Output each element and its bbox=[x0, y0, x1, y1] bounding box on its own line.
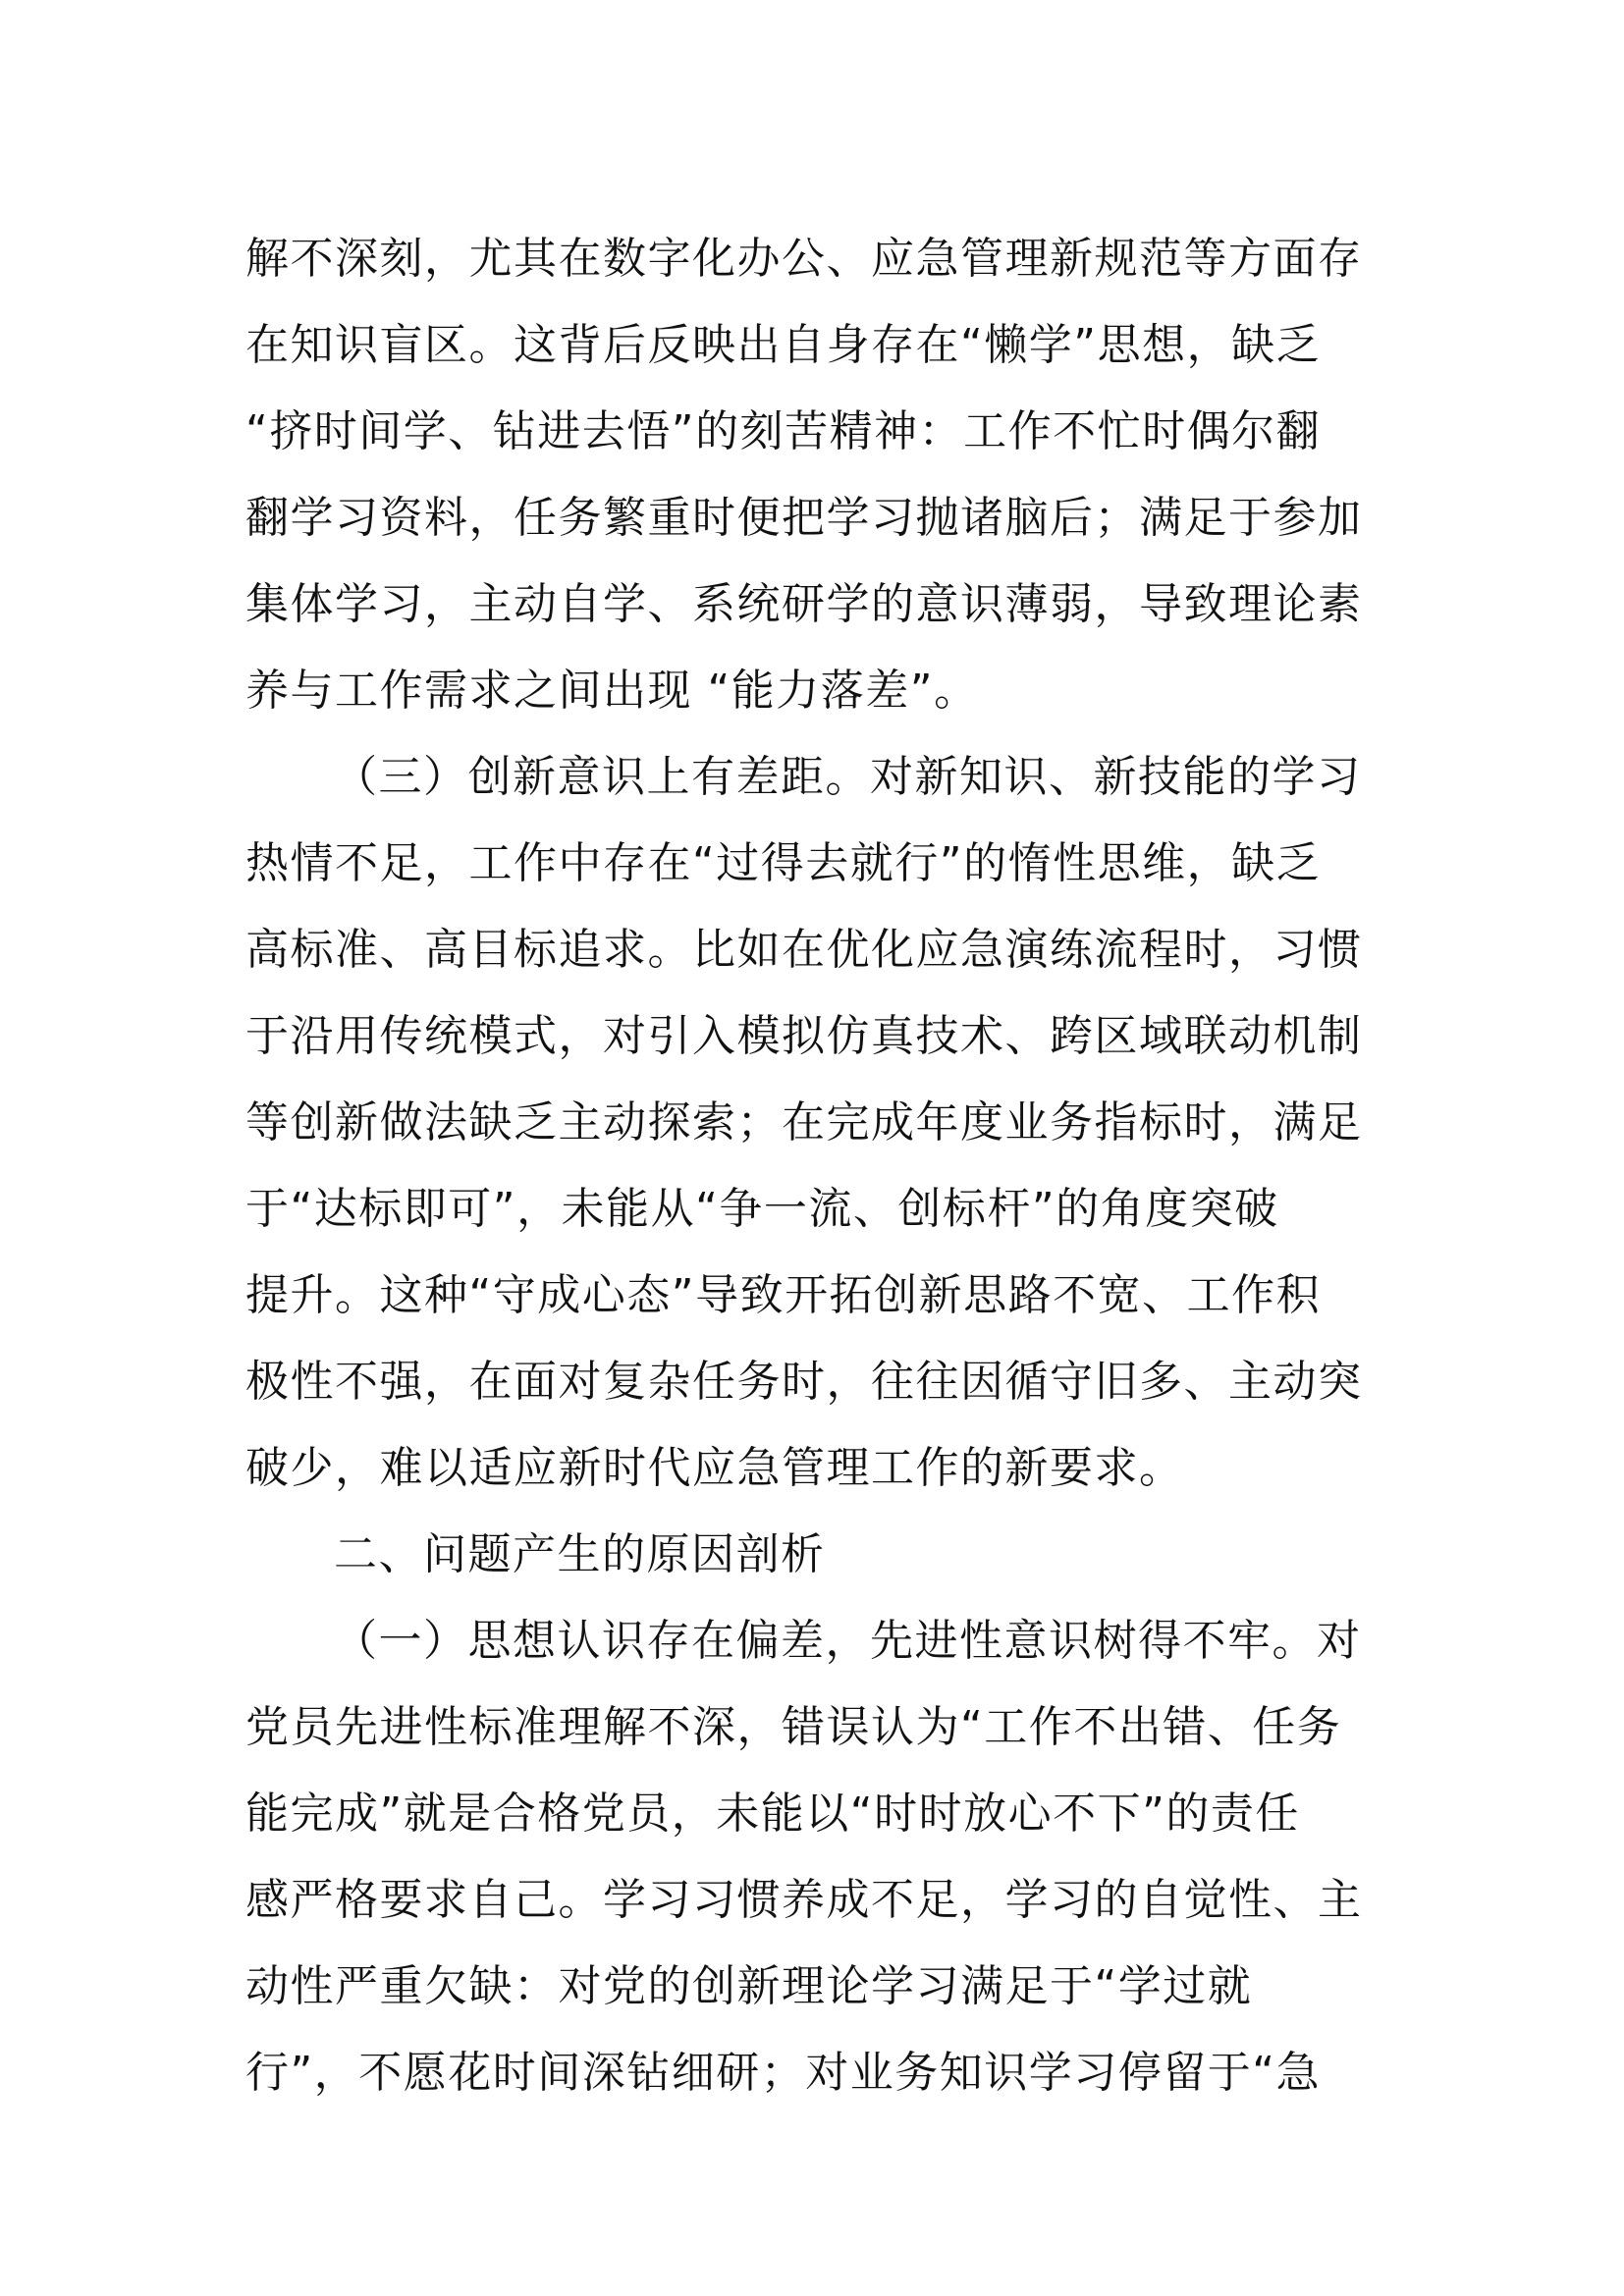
paragraph-line: 提升。这种“守成心态”导致开拓创新思路不宽、工作积 bbox=[245, 1270, 1322, 1320]
paragraph-line: 感严格要求自己。学习习惯养成不足，学习的自觉性、主 bbox=[245, 1875, 1363, 1925]
subheading-line: （三）创新意识上有差距。对新知识、新技能的学习 bbox=[334, 752, 1362, 802]
paragraph-line: 热情不足，工作中存在“过得去就行”的惰性思维，缺乏 bbox=[245, 838, 1322, 888]
paragraph-line: 在知识盲区。这背后反映出自身存在“懒学”思想，缺乏 bbox=[245, 320, 1322, 370]
paragraph-line: 能完成”就是合格党员，未能以“时时放心不下”的责任 bbox=[245, 1789, 1300, 1839]
paragraph-line: 极性不强，在面对复杂任务时，往往因循守旧多、主动突 bbox=[245, 1357, 1363, 1407]
paragraph-line: 党员先进性标准理解不深，错误认为“工作不出错、任务 bbox=[245, 1702, 1342, 1752]
paragraph-line: 于“达标即可”，未能从“争一流、创标杆”的角度突破 bbox=[245, 1184, 1279, 1234]
section-heading: 二、问题产生的原因剖析 bbox=[334, 1529, 826, 1579]
subheading-line: （一）思想认识存在偏差，先进性意识树得不牢。对 bbox=[334, 1616, 1362, 1666]
paragraph-line: 等创新做法缺乏主动探索；在完成年度业务指标时，满足 bbox=[245, 1097, 1363, 1148]
paragraph-line: 高标准、高目标追求。比如在优化应急演练流程时，习惯 bbox=[245, 925, 1363, 975]
paragraph-line: 行”，不愿花时间深钻细研；对业务知识学习停留于“急 bbox=[245, 2048, 1322, 2098]
paragraph-line: “挤时间学、钻进去悟”的刻苦精神：工作不忙时偶尔翻 bbox=[245, 406, 1322, 456]
paragraph-line: 破少，难以适应新时代应急管理工作的新要求。 bbox=[245, 1443, 1184, 1493]
paragraph-line: 解不深刻，尤其在数字化办公、应急管理新规范等方面存 bbox=[245, 234, 1363, 284]
paragraph-line: 集体学习，主动自学、系统研学的意识薄弱，导致理论素 bbox=[245, 579, 1363, 629]
paragraph-line: 翻学习资料，任务繁重时便把学习抛诸脑后；满足于参加 bbox=[245, 493, 1363, 543]
paragraph-line: 动性严重欠缺：对党的创新理论学习满足于“学过就 bbox=[245, 1961, 1253, 2011]
paragraph-line: 于沿用传统模式，对引入模拟仿真技术、跨区域联动机制 bbox=[245, 1011, 1363, 1061]
paragraph-line: 养与工作需求之间出现 “能力落差”。 bbox=[245, 666, 979, 716]
